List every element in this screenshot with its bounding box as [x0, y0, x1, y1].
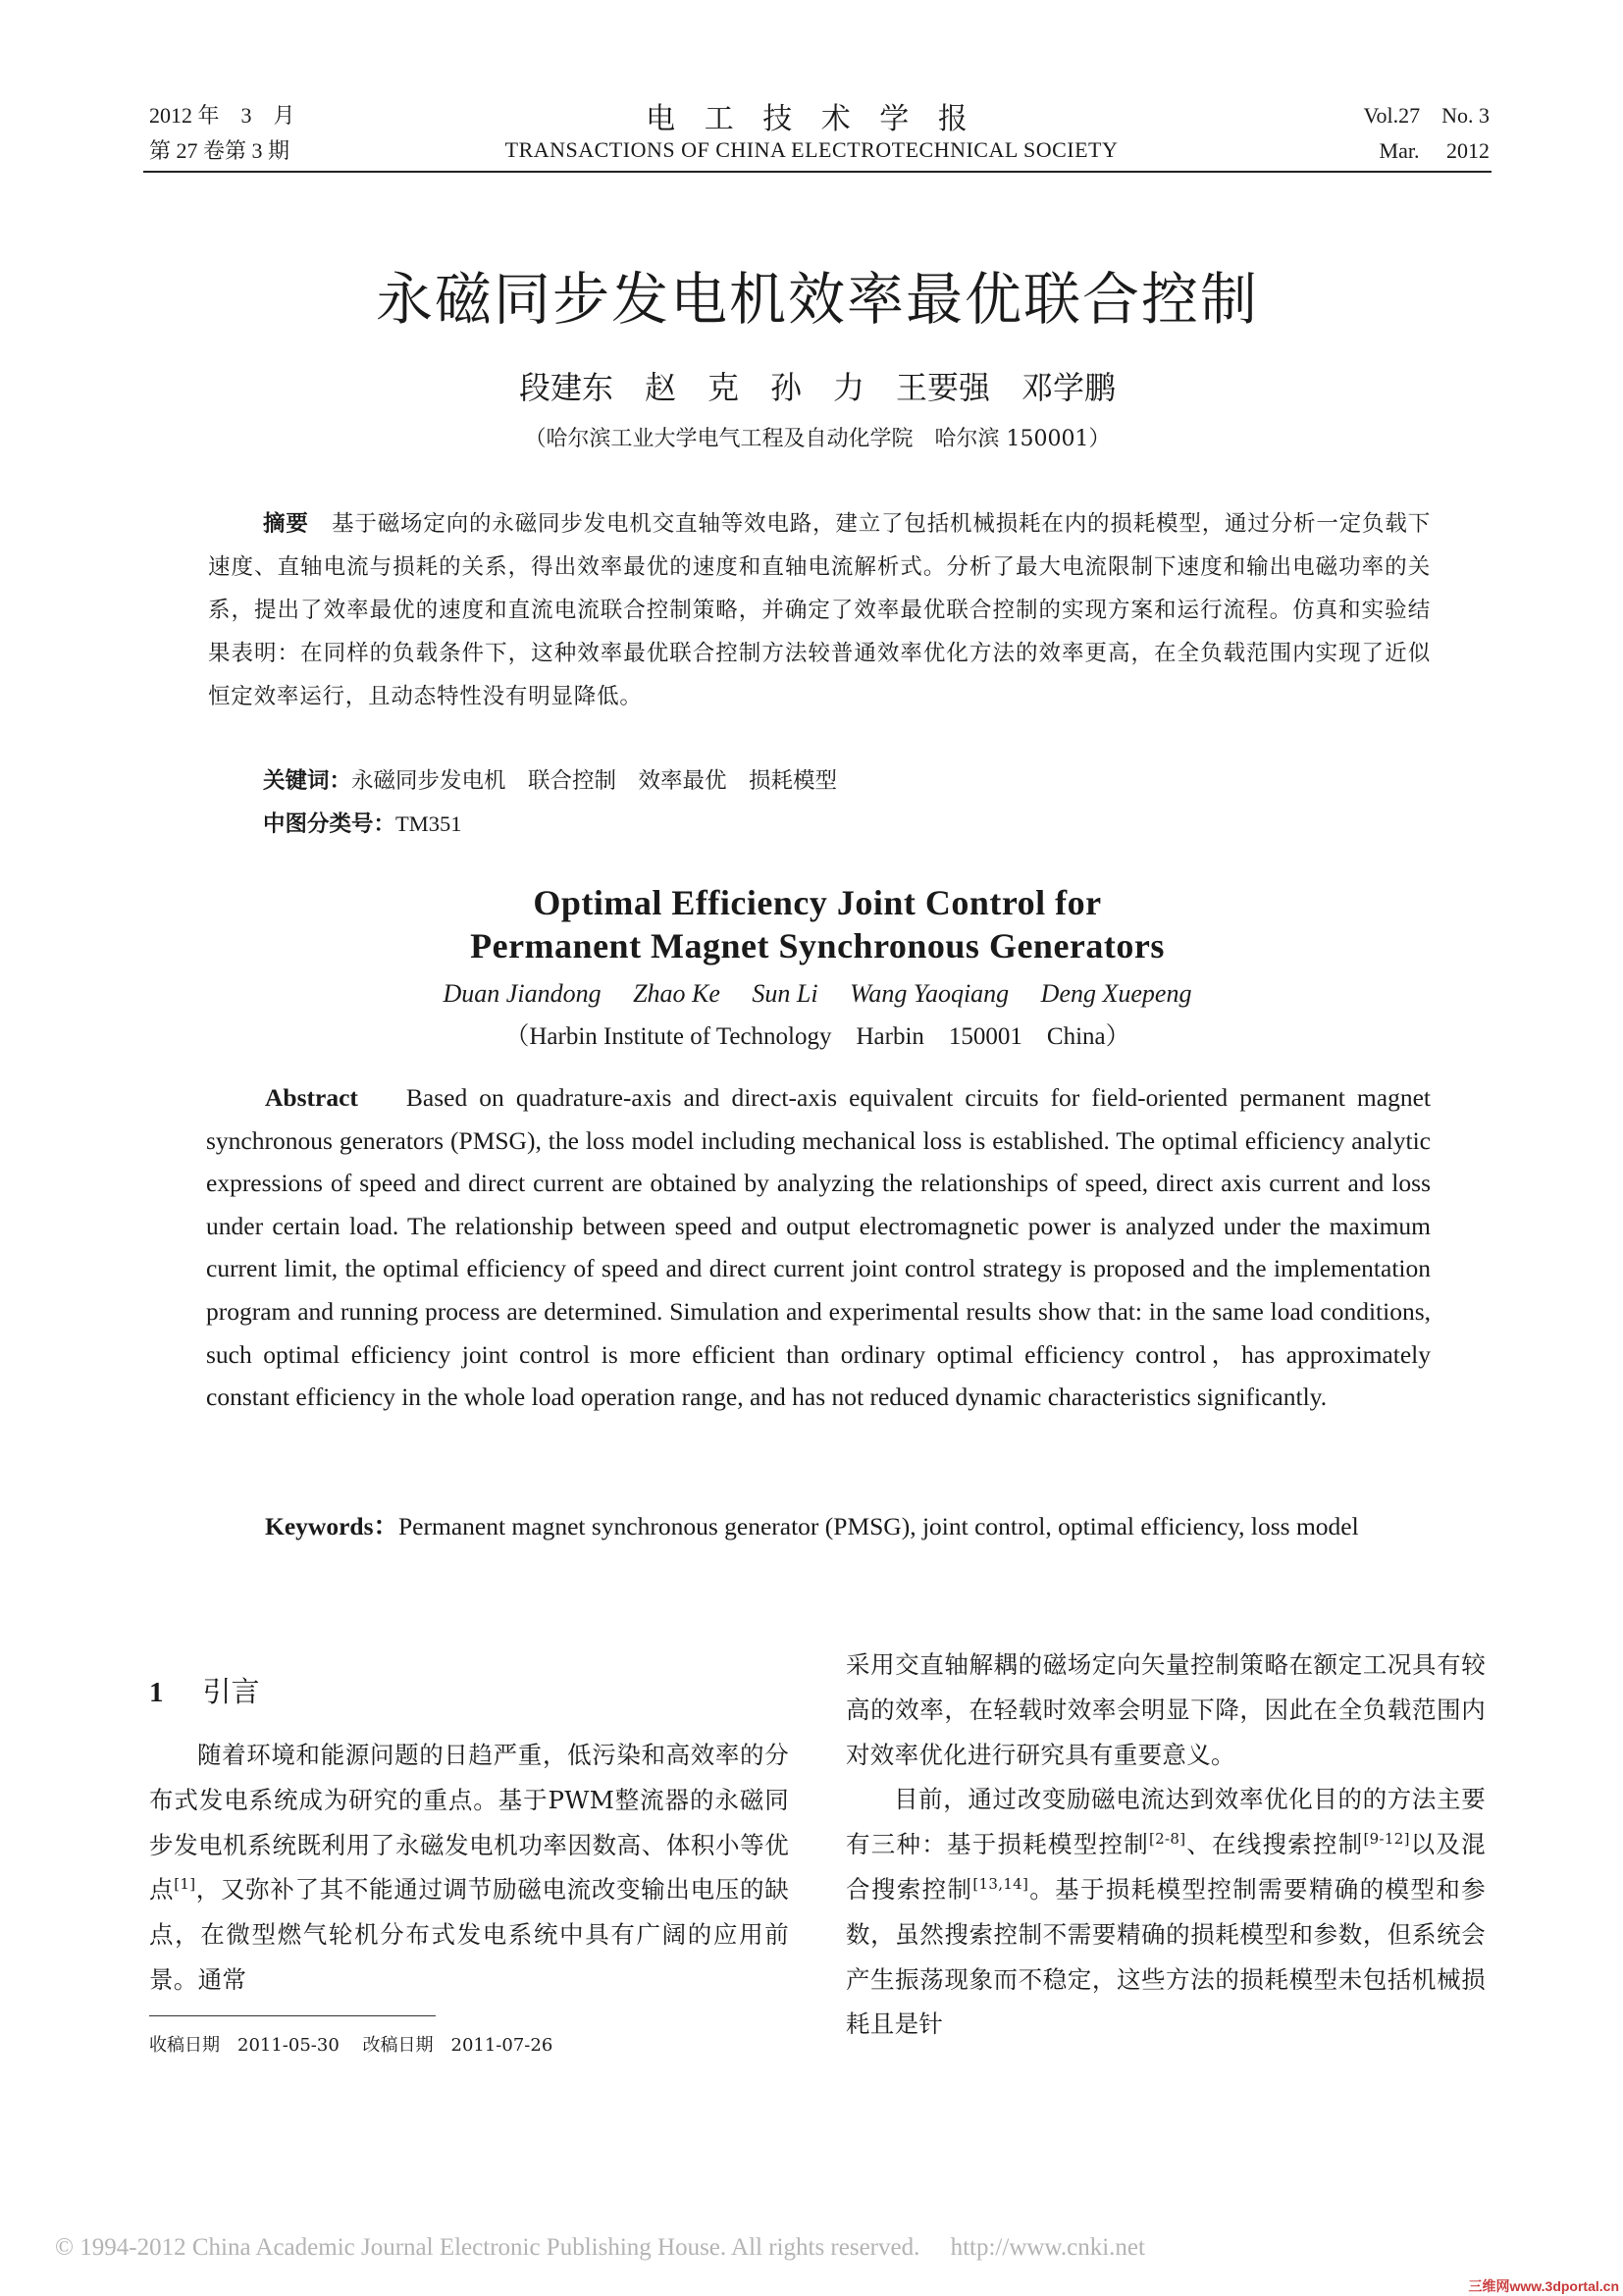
- section-number: 1: [149, 1677, 164, 1708]
- citation-1: [1]: [174, 1875, 196, 1894]
- section-title: 引言: [202, 1675, 260, 1708]
- header-rule: [143, 171, 1492, 173]
- clc-value: TM351: [395, 811, 462, 836]
- abstract-en-text: Based on quadrature-axis and direct-axis equivalent circuits for field-oriented permanent magnet synchronous generators (PMSG), the loss model including mechanical loss is established. The optimal efficiency analytic expressions of speed and direct current are obtained by analyzing the relationships of speed, direct axis current and loss under certain load. The relationship between speed and output electromagnetic power is analyzed under the maximum current limit, the optimal efficiency of speed and direct current joint control strategy is proposed and the implementation program and running process are determined. Simulation and experimental results show that: in the same load conditions, such optimal efficiency joint control is more efficient than ordinary optimal efficiency control，has approximately constant efficiency in the whole load operation range, and has not reduced dynamic characteristics significantly.: [206, 1083, 1431, 1412]
- abstract-en-label: Abstract: [265, 1083, 358, 1112]
- clc-label: 中图分类号：: [263, 811, 396, 837]
- footnote-rule: [149, 2015, 436, 2016]
- citation-13-14: [13,14]: [972, 1874, 1029, 1893]
- right-p2d-text: 。基于损耗模型控制需要精确的模型和参数，虽然搜索控制不需要精确的损耗模型和参数，但系统会产生振荡现象而不稳定，这些方法的损耗模型未包括机械损耗且是针: [846, 1874, 1486, 2039]
- right-p2b-text: 、在线搜索控制: [1185, 1830, 1364, 1859]
- vol-no: Vol.27 No. 3: [1363, 103, 1490, 128]
- authors-cn: 段建东 赵 克 孙 力 王要强 邓学鹏: [518, 369, 1116, 406]
- right-p2a-text: 目前，通过改变励磁电流达到效率优化目的的方法主要有三种：基于损耗模型控制: [846, 1785, 1486, 1859]
- keywords-cn: [263, 759, 837, 803]
- abstract-cn-text: 基于磁场定向的永磁同步发电机交直轴等效电路，建立了包括机械损耗在内的损耗模型，通过分析一定负载下速度、直轴电流与损耗的关系，得出效率最优的速度和直轴电流解析式。分析了最大电流限制下速度和输出电磁功率的关系，提出了效率最优的速度和直流电流联合控制策略，并确定了效率最优联合控制的实现方案和运行流程。仿真和实验结果表明：在同样的负载条件下，这种效率最优联合控制方法较普通效率优化方法的效率更高，在全负载范围内实现了近似恒定效率运行，且动态特性没有明显降低。: [208, 511, 1431, 709]
- left-p1b-text: ，又弥补了其不能通过调节励磁电流改变输出电压的缺点，在微型燃气轮机分布式发电系统中具有广阔的应用前景。通常: [149, 1875, 789, 1994]
- title-en: [143, 881, 1492, 967]
- abstract-cn: [208, 502, 1431, 718]
- right-paragraph-2: [846, 1777, 1486, 2047]
- month-year: Mar. 2012: [1379, 138, 1490, 163]
- copyright-notice: © 1994-2012 China Academic Journal Electronic Publishing House. All rights reserved. http://www.cnki.net: [55, 2234, 1145, 2261]
- footnote-dates: 收稿日期 2011-05-30 改稿日期 2011-07-26: [149, 2035, 553, 2056]
- journal-title-cn: 电 工 技 术 学 报: [646, 102, 977, 136]
- watermark: 三维网www.3dportal.cn: [1468, 2278, 1619, 2294]
- right-p2c-text: 以及混合搜索控制: [846, 1830, 1486, 1904]
- abstract-en: [206, 1076, 1431, 1419]
- section-heading: [149, 1670, 260, 1710]
- right-column: [846, 1643, 1486, 2047]
- citation-2-8: [2-8]: [1148, 1830, 1186, 1849]
- keywords-cn-label: 关键词：: [263, 768, 352, 794]
- right-paragraph-1: 采用交直轴解耦的磁场定向矢量控制策略在额定工况具有较高的效率，在轻载时效率会明显下降，因此在全负载范围内对效率优化进行研究具有重要意义。: [846, 1650, 1486, 1769]
- affiliation-cn: （哈尔滨工业大学电气工程及自动化学院 哈尔滨 150001）: [524, 427, 1111, 451]
- title-en-line2: Permanent Magnet Synchronous Generators: [470, 926, 1165, 965]
- left-column: [149, 1733, 789, 2003]
- issue-date: 2012 年 3 月: [149, 103, 295, 128]
- title-en-line1: Optimal Efficiency Joint Control for: [533, 883, 1102, 922]
- clc-number: [263, 803, 462, 846]
- journal-title-en: TRANSACTIONS OF CHINA ELECTROTECHNICAL SOCIETY: [504, 137, 1119, 162]
- keywords-en-text: Permanent magnet synchronous generator (PMSG), joint control, optimal efficiency, loss model: [398, 1512, 1359, 1540]
- title-cn: 永磁同步发电机效率最优联合控制: [375, 266, 1259, 333]
- left-paragraph-1: [149, 1733, 789, 2003]
- left-p1-text: 随着环境和能源问题的日趋严重，低污染和高效率的分布式发电系统成为研究的重点。基于PWM整流器的永磁同步发电机系统既利用了永磁发电机功率因数高、体积小等优点: [149, 1741, 789, 1905]
- issue-volume: 第 27 卷第 3 期: [149, 138, 290, 163]
- abstract-cn-label: 摘要: [263, 511, 309, 537]
- keywords-en-label: Keywords：: [265, 1512, 398, 1540]
- keywords-cn-text: 永磁同步发电机 联合控制 效率最优 损耗模型: [351, 768, 838, 794]
- keywords-en: [206, 1505, 1431, 1548]
- authors-en: Duan Jiandong Zhao Ke Sun Li Wang Yaoqiang Deng Xuepeng: [443, 979, 1192, 1008]
- affiliation-en: （Harbin Institute of Technology Harbin 150001 China）: [504, 1023, 1130, 1050]
- citation-9-12: [9-12]: [1363, 1830, 1410, 1849]
